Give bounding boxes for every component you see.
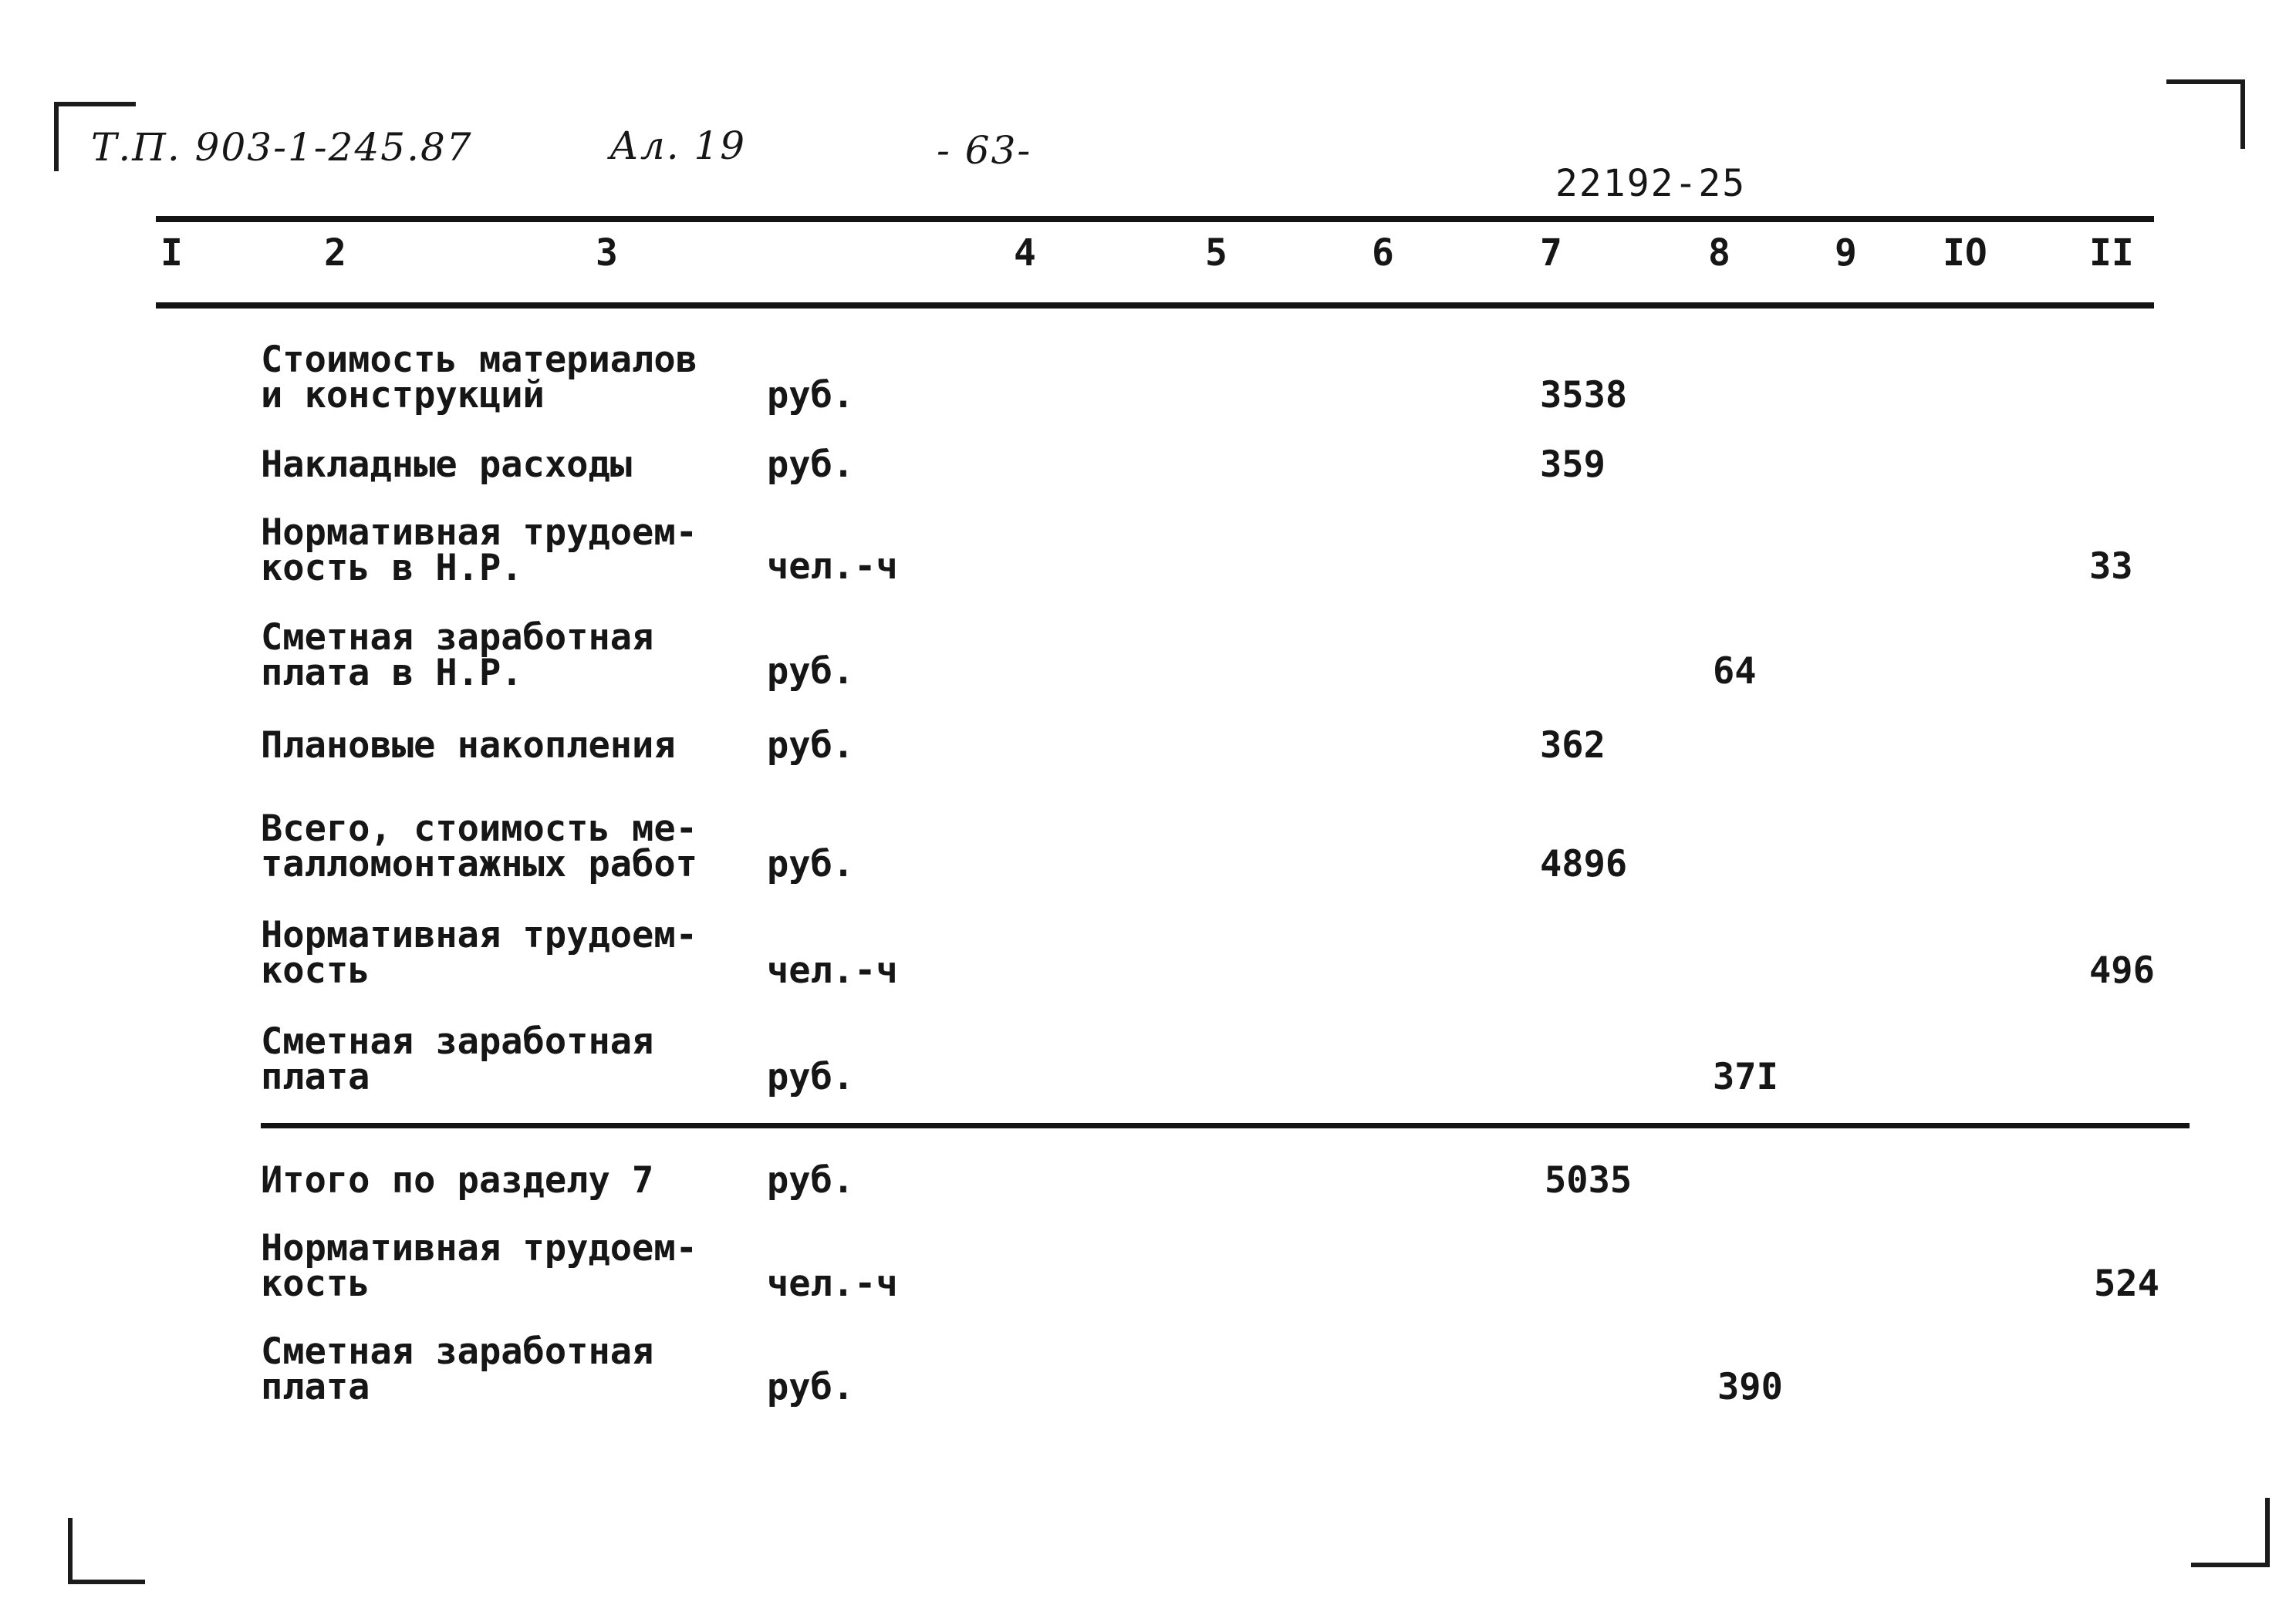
row-unit: руб.: [767, 1366, 855, 1408]
document-code: Т.П. 903-1-245.87: [91, 125, 473, 170]
table-top-rule: [156, 216, 2154, 222]
column-number: II: [2089, 231, 2134, 275]
column-number: 3: [596, 231, 618, 275]
row-value: 359: [1540, 443, 1606, 486]
row-value: 3538: [1540, 374, 1628, 416]
row-unit: чел.-ч: [767, 949, 898, 992]
column-number: 5: [1205, 231, 1227, 275]
row-unit: руб.: [767, 1159, 855, 1202]
row-value: 362: [1540, 724, 1606, 767]
row-description: Сметная заработная плата: [261, 1330, 654, 1408]
row-unit: руб.: [767, 1056, 855, 1098]
frame-corner-top-right: [2166, 79, 2245, 149]
column-number: 7: [1540, 231, 1562, 275]
frame-corner-bottom-right: [2191, 1498, 2270, 1567]
row-description: Нормативная трудоем- кость: [261, 914, 697, 992]
row-description: Всего, стоимость ме- талломонтажных работ: [261, 808, 697, 885]
column-number: 2: [324, 231, 346, 275]
column-number: 8: [1708, 231, 1730, 275]
row-value: 524: [2094, 1263, 2159, 1305]
row-unit: руб.: [767, 650, 855, 693]
section-total-rule: [261, 1123, 2190, 1128]
column-number: 4: [1014, 231, 1036, 275]
row-description: Сметная заработная плата: [261, 1020, 654, 1098]
row-unit: руб.: [767, 724, 855, 767]
row-unit: руб.: [767, 843, 855, 885]
row-description: Итого по разделу 7: [261, 1159, 654, 1202]
row-unit: руб.: [767, 443, 855, 486]
row-unit: руб.: [767, 374, 855, 416]
row-description: Плановые накопления: [261, 724, 676, 767]
row-value: 5035: [1545, 1159, 1633, 1202]
row-description: Стоимость материалов и конструкций: [261, 339, 697, 416]
sheet-number: Ал. 19: [609, 123, 747, 168]
column-number: 9: [1835, 231, 1857, 275]
row-value: 37I: [1713, 1056, 1778, 1098]
table-header-rule: [156, 302, 2154, 309]
row-value: 64: [1713, 650, 1757, 693]
document-id: 22192-25: [1555, 162, 1747, 205]
column-number: 6: [1372, 231, 1394, 275]
row-description: Нормативная трудоем- кость в Н.Р.: [261, 511, 697, 589]
column-number: IO: [1943, 231, 1987, 275]
row-value: 496: [2089, 949, 2155, 992]
frame-corner-bottom-left: [68, 1518, 145, 1584]
row-unit: чел.-ч: [767, 1263, 898, 1305]
row-value: 4896: [1540, 843, 1628, 885]
column-number: I: [160, 231, 183, 275]
row-value: 390: [1717, 1366, 1783, 1408]
row-unit: чел.-ч: [767, 545, 898, 588]
page-number: - 63-: [937, 128, 1032, 173]
row-value: 33: [2089, 545, 2133, 588]
row-description: Нормативная трудоем- кость: [261, 1227, 697, 1305]
row-description: Накладные расходы: [261, 443, 633, 486]
row-description: Сметная заработная плата в Н.Р.: [261, 616, 654, 694]
